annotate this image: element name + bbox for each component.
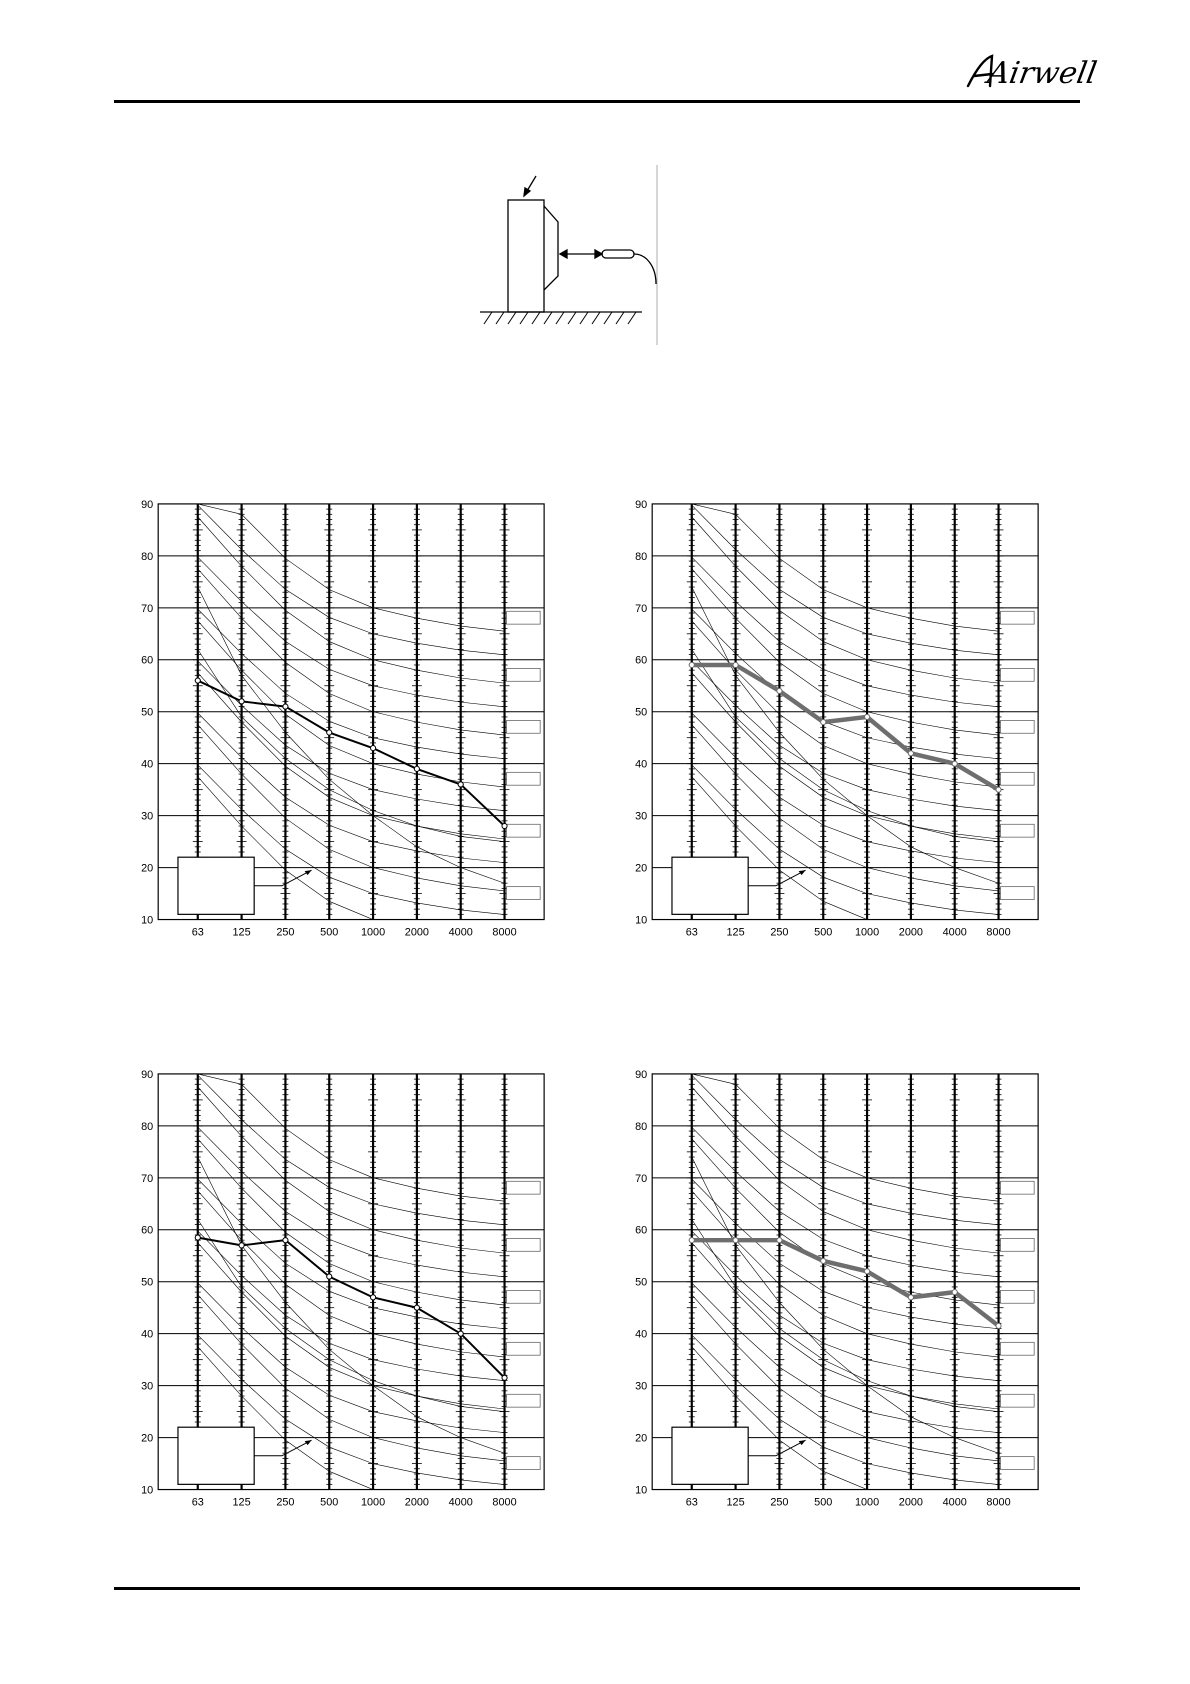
reference-curve bbox=[198, 1074, 505, 1201]
y-tick-label: 30 bbox=[141, 810, 154, 823]
reference-curve bbox=[692, 505, 999, 655]
noise-chart-3-svg bbox=[136, 1066, 596, 1541]
y-tick-label: 20 bbox=[141, 862, 154, 875]
data-point bbox=[777, 688, 782, 693]
data-point bbox=[195, 678, 200, 683]
reference-curve bbox=[692, 609, 999, 759]
x-tick-label: 8000 bbox=[986, 1496, 1011, 1509]
x-tick-label: 63 bbox=[191, 1496, 204, 1509]
y-tick-label: 10 bbox=[635, 1484, 648, 1497]
data-point bbox=[864, 714, 869, 719]
reference-curve bbox=[692, 1283, 999, 1433]
data-point bbox=[502, 1375, 507, 1380]
reference-curve bbox=[692, 1191, 999, 1357]
y-tick-label: 50 bbox=[141, 1276, 154, 1289]
curve-label-box bbox=[507, 772, 541, 785]
x-tick-label: 250 bbox=[276, 1496, 295, 1509]
reference-curve bbox=[198, 587, 505, 883]
curve-label-box bbox=[1001, 1238, 1035, 1251]
noise-chart-4 bbox=[630, 1066, 1090, 1546]
x-tick-label: 250 bbox=[770, 1496, 789, 1509]
curve-label-box bbox=[1001, 1181, 1035, 1194]
legend-pointer-arrowhead bbox=[305, 1440, 312, 1445]
reference-curve bbox=[692, 713, 999, 863]
data-point bbox=[689, 662, 694, 667]
x-tick-label: 4000 bbox=[448, 1496, 473, 1509]
reference-curve bbox=[198, 713, 505, 863]
reference-curve bbox=[692, 557, 999, 707]
reference-curve bbox=[198, 505, 505, 655]
data-point bbox=[502, 823, 507, 828]
reference-curve bbox=[692, 569, 999, 735]
reference-curve bbox=[198, 1157, 505, 1453]
data-point bbox=[283, 704, 288, 709]
curve-label-box bbox=[1001, 1394, 1035, 1407]
data-point bbox=[908, 1295, 913, 1300]
data-point bbox=[908, 751, 913, 756]
x-tick-label: 8000 bbox=[492, 926, 517, 939]
y-tick-label: 50 bbox=[635, 706, 648, 719]
reference-curve bbox=[198, 1075, 505, 1225]
x-tick-label: 1000 bbox=[360, 926, 386, 939]
x-tick-label: 4000 bbox=[942, 1496, 967, 1509]
x-tick-label: 2000 bbox=[404, 926, 429, 939]
reference-curve bbox=[198, 1243, 505, 1409]
curve-label-box bbox=[1001, 887, 1035, 900]
x-tick-label: 2000 bbox=[898, 926, 923, 939]
data-point bbox=[864, 1269, 869, 1274]
footer-rule bbox=[114, 1587, 1080, 1590]
curve-label-box bbox=[1001, 1457, 1035, 1470]
data-point bbox=[370, 746, 375, 751]
y-tick-label: 40 bbox=[635, 758, 648, 771]
curve-label-box bbox=[507, 887, 541, 900]
legend-pointer-arrowhead bbox=[799, 1440, 806, 1445]
data-point bbox=[952, 761, 957, 766]
curve-label-box bbox=[1001, 720, 1035, 733]
curve-label-box bbox=[507, 720, 541, 733]
x-tick-label: 500 bbox=[814, 926, 833, 939]
reference-curve bbox=[198, 1231, 505, 1381]
data-point bbox=[733, 662, 738, 667]
x-tick-label: 125 bbox=[726, 1496, 745, 1509]
noise-chart-3 bbox=[136, 1066, 596, 1546]
data-point bbox=[821, 1258, 826, 1263]
x-tick-label: 500 bbox=[320, 1496, 339, 1509]
reference-curve bbox=[692, 673, 999, 839]
measurement-setup-diagram bbox=[470, 160, 670, 350]
reference-curve bbox=[692, 587, 999, 883]
y-tick-label: 80 bbox=[635, 1120, 648, 1133]
data-point bbox=[370, 1295, 375, 1300]
legend-box bbox=[672, 857, 748, 914]
y-tick-label: 90 bbox=[635, 1068, 648, 1081]
reference-curve bbox=[692, 1231, 999, 1381]
y-tick-label: 60 bbox=[635, 654, 648, 667]
data-point bbox=[952, 1290, 957, 1295]
x-tick-label: 125 bbox=[232, 1496, 251, 1509]
x-tick-label: 1000 bbox=[854, 1496, 880, 1509]
reference-curve bbox=[198, 504, 505, 631]
reference-curve bbox=[198, 661, 505, 811]
x-tick-label: 2000 bbox=[898, 1496, 923, 1509]
reference-curve bbox=[692, 1087, 999, 1253]
curve-label-box bbox=[507, 611, 541, 624]
data-point bbox=[414, 1305, 419, 1310]
brand-name: Airwell bbox=[984, 56, 1100, 91]
y-tick-label: 70 bbox=[635, 1172, 648, 1185]
y-tick-label: 40 bbox=[141, 1328, 154, 1341]
curve-label-box bbox=[507, 1238, 541, 1251]
data-point bbox=[195, 1235, 200, 1240]
legend-box bbox=[178, 857, 254, 914]
curve-label-box bbox=[507, 668, 541, 681]
reference-curve bbox=[692, 661, 999, 811]
curve-label-box bbox=[507, 824, 541, 837]
y-tick-label: 20 bbox=[635, 862, 648, 875]
curve-label-box bbox=[507, 1394, 541, 1407]
y-tick-label: 70 bbox=[141, 1172, 154, 1185]
data-point bbox=[733, 1238, 738, 1243]
data-point bbox=[458, 782, 463, 787]
y-tick-label: 80 bbox=[141, 550, 154, 563]
noise-chart-2 bbox=[630, 496, 1090, 976]
y-tick-label: 60 bbox=[635, 1224, 648, 1237]
reference-curve bbox=[198, 673, 505, 839]
x-tick-label: 250 bbox=[276, 926, 295, 939]
data-point bbox=[689, 1238, 694, 1243]
reference-curve bbox=[692, 1075, 999, 1225]
legend-pointer-arrowhead bbox=[799, 870, 806, 875]
header-rule bbox=[114, 100, 1080, 103]
y-tick-label: 40 bbox=[141, 758, 154, 771]
y-tick-label: 30 bbox=[141, 1380, 154, 1393]
x-tick-label: 63 bbox=[685, 926, 698, 939]
x-tick-label: 8000 bbox=[492, 1496, 517, 1509]
reference-curve bbox=[692, 1127, 999, 1277]
y-tick-label: 70 bbox=[141, 602, 154, 615]
y-tick-label: 10 bbox=[141, 914, 154, 927]
reference-curve bbox=[692, 1139, 999, 1305]
x-tick-label: 125 bbox=[726, 926, 745, 939]
y-tick-label: 30 bbox=[635, 1380, 648, 1393]
data-point bbox=[239, 1243, 244, 1248]
x-tick-label: 125 bbox=[232, 926, 251, 939]
curve-label-box bbox=[507, 1342, 541, 1355]
noise-chart-2-svg bbox=[630, 496, 1090, 971]
legend-box bbox=[672, 1427, 748, 1484]
reference-curve bbox=[198, 609, 505, 759]
x-tick-label: 4000 bbox=[942, 926, 967, 939]
x-tick-label: 8000 bbox=[986, 926, 1011, 939]
data-point bbox=[414, 766, 419, 771]
y-tick-label: 80 bbox=[635, 550, 648, 563]
data-point bbox=[821, 720, 826, 725]
curve-label-box bbox=[1001, 1342, 1035, 1355]
noise-chart-1-svg bbox=[136, 496, 596, 971]
y-tick-label: 60 bbox=[141, 1224, 154, 1237]
data-point bbox=[283, 1238, 288, 1243]
data-point bbox=[239, 699, 244, 704]
x-tick-label: 2000 bbox=[404, 1496, 429, 1509]
data-point bbox=[327, 1274, 332, 1279]
y-tick-label: 90 bbox=[141, 498, 154, 511]
curve-label-box bbox=[1001, 824, 1035, 837]
x-tick-label: 500 bbox=[814, 1496, 833, 1509]
curve-label-box bbox=[507, 1181, 541, 1194]
reference-curve bbox=[198, 1127, 505, 1277]
y-tick-label: 70 bbox=[635, 602, 648, 615]
x-tick-label: 1000 bbox=[360, 1496, 386, 1509]
curve-label-box bbox=[1001, 611, 1035, 624]
x-tick-label: 4000 bbox=[448, 926, 473, 939]
reference-curve bbox=[198, 557, 505, 707]
legend-pointer-arrowhead bbox=[305, 870, 312, 875]
noise-chart-4-svg bbox=[630, 1066, 1090, 1541]
x-tick-label: 1000 bbox=[854, 926, 880, 939]
data-point bbox=[996, 787, 1001, 792]
curve-label-box bbox=[1001, 668, 1035, 681]
reference-curve bbox=[198, 569, 505, 735]
data-point bbox=[327, 730, 332, 735]
reference-curve bbox=[692, 517, 999, 683]
y-tick-label: 10 bbox=[635, 914, 648, 927]
y-tick-label: 40 bbox=[635, 1328, 648, 1341]
noise-chart-1 bbox=[136, 496, 596, 976]
x-tick-label: 250 bbox=[770, 926, 789, 939]
y-tick-label: 90 bbox=[635, 498, 648, 511]
reference-curve bbox=[198, 1139, 505, 1305]
data-point bbox=[996, 1323, 1001, 1328]
reference-curve bbox=[692, 504, 999, 631]
reference-curve bbox=[198, 1087, 505, 1253]
reference-curve bbox=[198, 1283, 505, 1433]
y-tick-label: 20 bbox=[635, 1432, 648, 1445]
y-tick-label: 30 bbox=[635, 810, 648, 823]
y-tick-label: 60 bbox=[141, 654, 154, 667]
y-tick-label: 50 bbox=[141, 706, 154, 719]
x-tick-label: 63 bbox=[191, 926, 204, 939]
reference-curve bbox=[692, 1074, 999, 1201]
y-tick-label: 80 bbox=[141, 1120, 154, 1133]
reference-curve bbox=[692, 1157, 999, 1453]
x-tick-label: 500 bbox=[320, 926, 339, 939]
reference-curve bbox=[198, 517, 505, 683]
data-point bbox=[458, 1331, 463, 1336]
y-tick-label: 10 bbox=[141, 1484, 154, 1497]
y-tick-label: 50 bbox=[635, 1276, 648, 1289]
curve-label-box bbox=[507, 1457, 541, 1470]
curve-label-box bbox=[507, 1290, 541, 1303]
y-tick-label: 20 bbox=[141, 1432, 154, 1445]
reference-curve bbox=[692, 1179, 999, 1329]
data-point bbox=[777, 1238, 782, 1243]
curve-label-box bbox=[1001, 1290, 1035, 1303]
legend-box bbox=[178, 1427, 254, 1484]
reference-curve bbox=[198, 1179, 505, 1329]
reference-curve bbox=[198, 621, 505, 787]
y-tick-label: 90 bbox=[141, 1068, 154, 1081]
curve-label-box bbox=[1001, 772, 1035, 785]
x-tick-label: 63 bbox=[685, 1496, 698, 1509]
